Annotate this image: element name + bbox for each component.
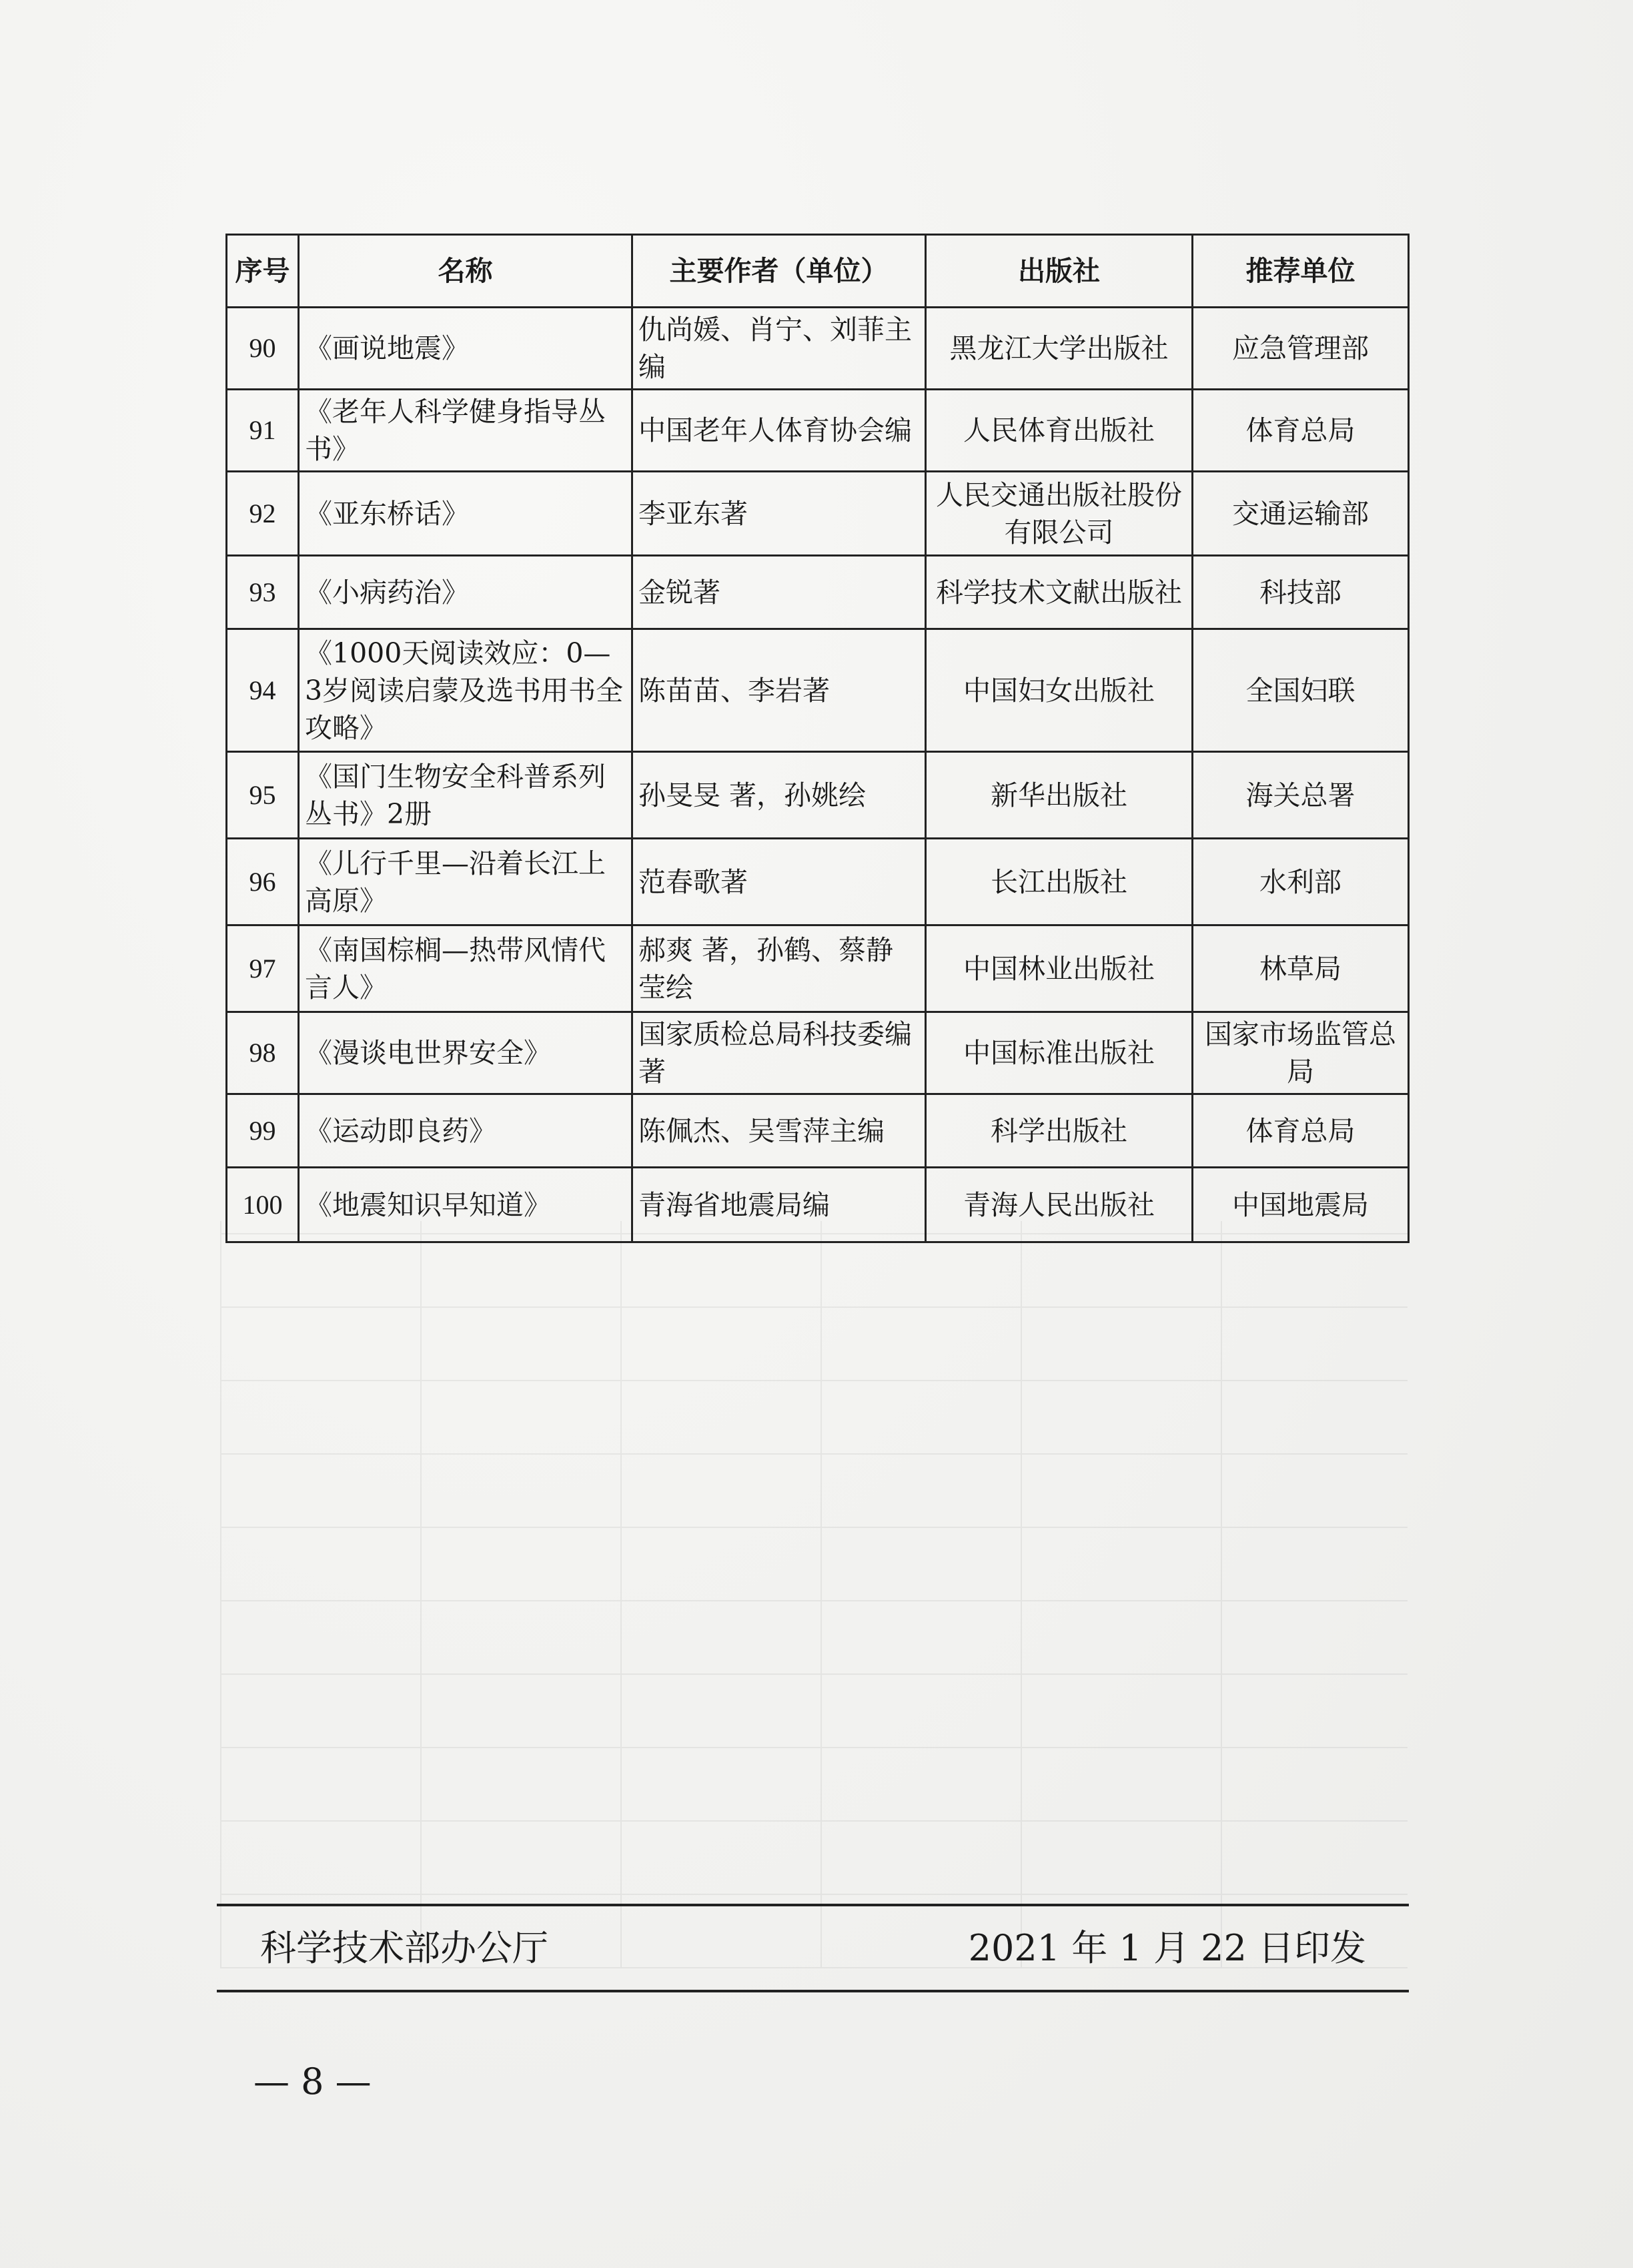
cell-recommender: 科技部 bbox=[1193, 556, 1409, 629]
table-row bbox=[227, 1168, 1409, 1242]
cell-recommender: 林草局 bbox=[1193, 925, 1409, 1012]
cell-author: 青海省地震局编 bbox=[632, 1168, 926, 1242]
cell-name: 《小病药治》 bbox=[299, 556, 632, 629]
cell-author: 中国老年人体育协会编 bbox=[632, 390, 926, 472]
cell-seq: 94 bbox=[227, 629, 299, 752]
cell-publisher: 长江出版社 bbox=[926, 839, 1193, 925]
header-author: 主要作者（单位） bbox=[632, 235, 926, 308]
header-publisher: 出版社 bbox=[926, 235, 1193, 308]
cell-name: 《地震知识早知道》 bbox=[299, 1168, 632, 1242]
cell-seq: 92 bbox=[227, 472, 299, 556]
recommended-books-table bbox=[225, 234, 1410, 1243]
cell-author: 陈佩杰、吴雪萍主编 bbox=[632, 1094, 926, 1168]
cell-publisher: 科学技术文献出版社 bbox=[926, 556, 1193, 629]
cell-author: 金锐著 bbox=[632, 556, 926, 629]
table-row bbox=[227, 308, 1409, 390]
cell-author: 仇尚媛、肖宁、刘菲主编 bbox=[632, 308, 926, 390]
cell-publisher: 青海人民出版社 bbox=[926, 1168, 1193, 1242]
cell-name: 《老年人科学健身指导丛书》 bbox=[299, 390, 632, 472]
table-row bbox=[227, 629, 1409, 752]
table-row bbox=[227, 472, 1409, 556]
footer-top-rule bbox=[217, 1904, 1409, 1906]
cell-name: 《南国棕榈—热带风情代言人》 bbox=[299, 925, 632, 1012]
issuing-office: 科学技术部办公厅 bbox=[260, 1927, 548, 1969]
table-row bbox=[227, 1094, 1409, 1168]
cell-publisher: 中国妇女出版社 bbox=[926, 629, 1193, 752]
cell-recommender: 海关总署 bbox=[1193, 752, 1409, 839]
bleed-through-shadow bbox=[220, 1221, 1408, 1968]
cell-seq: 97 bbox=[227, 925, 299, 1012]
cell-name: 《国门生物安全科普系列丛书》2册 bbox=[299, 752, 632, 839]
cell-recommender: 全国妇联 bbox=[1193, 629, 1409, 752]
cell-recommender: 中国地震局 bbox=[1193, 1168, 1409, 1242]
cell-recommender: 国家市场监管总局 bbox=[1193, 1012, 1409, 1094]
footer-bottom-rule bbox=[217, 1990, 1409, 1992]
cell-publisher: 中国标准出版社 bbox=[926, 1012, 1193, 1094]
cell-name: 《画说地震》 bbox=[299, 308, 632, 390]
page-number: — 8 — bbox=[253, 2060, 372, 2103]
table-row bbox=[227, 390, 1409, 472]
table-row bbox=[227, 752, 1409, 839]
cell-recommender: 水利部 bbox=[1193, 839, 1409, 925]
header-recommender: 推荐单位 bbox=[1193, 235, 1409, 308]
header-name: 名称 bbox=[299, 235, 632, 308]
cell-author: 陈苗苗、李岩著 bbox=[632, 629, 926, 752]
table-header-row bbox=[227, 235, 1409, 308]
cell-author: 范春歌著 bbox=[632, 839, 926, 925]
cell-name: 《漫谈电世界安全》 bbox=[299, 1012, 632, 1094]
table-row bbox=[227, 925, 1409, 1012]
table-row bbox=[227, 1012, 1409, 1094]
table-row bbox=[227, 839, 1409, 925]
cell-publisher: 人民体育出版社 bbox=[926, 390, 1193, 472]
cell-recommender: 交通运输部 bbox=[1193, 472, 1409, 556]
header-seq: 序号 bbox=[227, 235, 299, 308]
cell-seq: 93 bbox=[227, 556, 299, 629]
cell-publisher: 新华出版社 bbox=[926, 752, 1193, 839]
cell-seq: 99 bbox=[227, 1094, 299, 1168]
cell-author: 李亚东著 bbox=[632, 472, 926, 556]
cell-author: 孙旻旻 著，孙姚绘 bbox=[632, 752, 926, 839]
cell-author: 国家质检总局科技委编著 bbox=[632, 1012, 926, 1094]
cell-recommender: 体育总局 bbox=[1193, 1094, 1409, 1168]
cell-recommender: 应急管理部 bbox=[1193, 308, 1409, 390]
cell-name: 《儿行千里—沿着长江上高原》 bbox=[299, 839, 632, 925]
cell-name: 《亚东桥话》 bbox=[299, 472, 632, 556]
cell-publisher: 科学出版社 bbox=[926, 1094, 1193, 1168]
cell-seq: 100 bbox=[227, 1168, 299, 1242]
cell-publisher: 中国林业出版社 bbox=[926, 925, 1193, 1012]
cell-recommender: 体育总局 bbox=[1193, 390, 1409, 472]
cell-publisher: 人民交通出版社股份有限公司 bbox=[926, 472, 1193, 556]
cell-seq: 95 bbox=[227, 752, 299, 839]
cell-seq: 98 bbox=[227, 1012, 299, 1094]
table-row bbox=[227, 556, 1409, 629]
cell-name: 《运动即良药》 bbox=[299, 1094, 632, 1168]
cell-publisher: 黑龙江大学出版社 bbox=[926, 308, 1193, 390]
cell-seq: 96 bbox=[227, 839, 299, 925]
cell-name: 《1000天阅读效应：0—3岁阅读启蒙及选书用书全攻略》 bbox=[299, 629, 632, 752]
cell-author: 郝爽 著，孙鹤、蔡静莹绘 bbox=[632, 925, 926, 1012]
cell-seq: 91 bbox=[227, 390, 299, 472]
issue-date: 2021 年 1 月 22 日印发 bbox=[968, 1927, 1366, 1969]
cell-seq: 90 bbox=[227, 308, 299, 390]
